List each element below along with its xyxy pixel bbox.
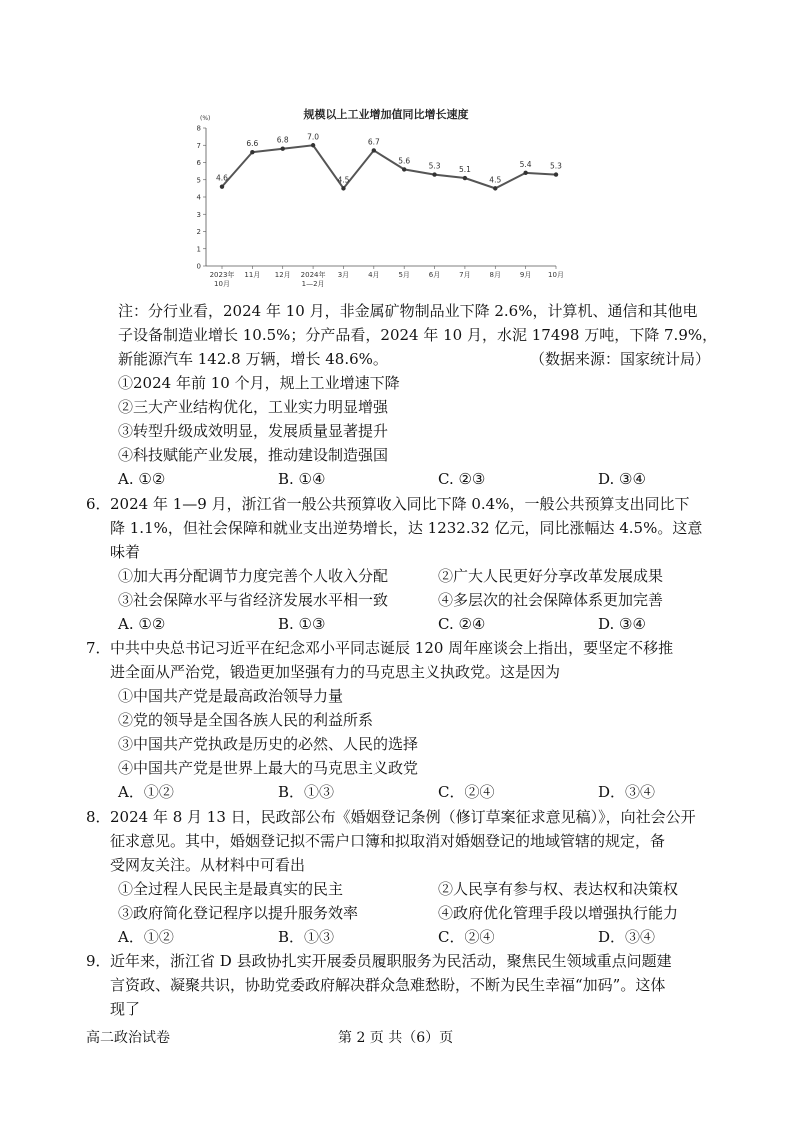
chart-data-point (341, 186, 345, 190)
q7-number: 7． (86, 639, 111, 657)
q8-option-1: ①全过程人民民主是最真实的民主 (118, 880, 344, 898)
q6-choice-a[interactable]: A. ①② (118, 615, 166, 633)
q5-option-4: ④科技赋能产业发展，推动建设制造强国 (118, 446, 389, 464)
q9-stem-line-3: 现了 (110, 1000, 141, 1018)
chart-data-point (523, 171, 527, 175)
q7-stem-line-1 (86, 636, 712, 660)
chart-x-tick-label: 12月 (274, 271, 291, 279)
q9-stem-line-2: 言资政、凝聚共识，协助党委政府解决群众急难愁盼，不断为民生幸福“加码”。这体 (110, 976, 666, 994)
q7-choice-a[interactable]: A．①② (118, 783, 174, 801)
note-line-3 (118, 347, 718, 371)
q8-option-3: ③政府简化登记程序以提升服务效率 (118, 904, 359, 922)
chart-data-point (463, 176, 467, 180)
q7-option-2: ②党的领导是全国各族人民的利益所系 (118, 711, 374, 729)
chart-data-label: 5.1 (458, 165, 471, 175)
chart-x-tick-label: 10月 (548, 271, 564, 279)
q8-stem-line-2: 征求意见。其中，婚姻登记拟不需户口簿和拟取消对婚姻登记的地域管辖的规定，备 (110, 832, 666, 850)
q6-stem-line-1 (86, 492, 712, 516)
q8-choice-d[interactable]: D．③④ (598, 928, 656, 946)
chart-y-tick-label: 2 (196, 228, 201, 236)
q7-choice-d[interactable]: D．③④ (598, 783, 656, 801)
chart-x-tick-label: 4月 (368, 271, 380, 279)
q5-choice-b[interactable]: B. ①④ (278, 470, 326, 488)
chart-data-label: 6.8 (276, 135, 289, 145)
chart-x-tick-label: 10月 (214, 280, 230, 288)
q5-option-3: ③转型升级成效明显，发展质量显著提升 (118, 422, 389, 440)
chart-x-tick-label: 3月 (337, 271, 350, 279)
q8-number: 8． (86, 808, 111, 826)
q7-choices (118, 780, 718, 804)
chart-x-tick-label: 11月 (244, 271, 261, 279)
chart-y-tick-label: 4 (196, 193, 201, 202)
chart-data-point (281, 147, 285, 151)
chart-y-tick-label: 7 (196, 141, 201, 150)
chart-data-label: 7.0 (307, 132, 320, 142)
q7-option-3: ③中国共产党执政是历史的必然、人民的选择 (118, 735, 419, 753)
q7-choice-c[interactable]: C．②④ (438, 783, 495, 801)
q5-choice-d[interactable]: D. ③④ (598, 470, 646, 488)
q6-options-row-2 (118, 588, 718, 612)
chart-y-tick-label: 5 (196, 176, 201, 185)
q8-choice-b[interactable]: B．①③ (278, 928, 335, 946)
chart-data-point (311, 143, 315, 147)
q8-options-row-2 (118, 901, 718, 925)
q6-option-3: ③社会保障水平与省经济发展水平相一致 (118, 591, 389, 609)
chart-data-label: 6.6 (246, 139, 259, 149)
chart-y-tick-label: 1 (196, 245, 201, 254)
chart-data-point (493, 186, 497, 190)
chart-data-label: 4.6 (216, 173, 228, 183)
q6-stem-text-1: 2024 年 1—9 月，浙江省一般公共预算收入同比下降 0.4%，一般公共预算支出同比下 (110, 495, 690, 513)
q6-number: 6． (86, 495, 111, 513)
q6-option-1: ①加大再分配调节力度完善个人收入分配 (118, 567, 389, 585)
chart-data-label: 6.7 (367, 137, 380, 147)
chart-y-tick-label: 0 (196, 262, 201, 271)
q5-option-1: ①2024 年前 10 个月，规上工业增速下降 (118, 374, 400, 392)
q6-option-2: ②广大人民更好分享改革发展成果 (438, 567, 664, 585)
q8-stem-line-3: 受网友关注。从材料中可看出 (110, 856, 306, 874)
chart-data-point (432, 172, 436, 176)
q8-choice-a[interactable]: A．①② (118, 928, 174, 946)
chart-y-tick-label: 6 (196, 159, 201, 167)
chart-data-label: 5.6 (398, 156, 411, 166)
chart-x-tick-label: 5月 (398, 271, 410, 279)
q9-stem-line-1 (86, 949, 712, 973)
chart-data-point (250, 150, 254, 154)
q7-choice-b[interactable]: B．①③ (278, 783, 335, 801)
chart-x-tick-label: 2024年 (300, 271, 326, 279)
chart-x-tick-label: 1—2月 (301, 280, 325, 288)
chart-svg (186, 98, 562, 298)
chart-data-label: 4.5 (337, 175, 350, 185)
footer-page-number: 第 2 页 共（6）页 (338, 1030, 454, 1046)
chart-data-label: 4.5 (489, 175, 502, 185)
note-line-2: 子设备制造业增长 10.5%；分产品看，2024 年 10 月，水泥 17498 万吨，下降 7.9%， (118, 326, 718, 344)
q6-stem-line-2: 降 1.1%，但社会保障和就业支出逆势增长，达 1232.32 亿元，同比涨幅达 4.5%。这意 (110, 519, 703, 537)
chart-y-tick-label: 8 (196, 124, 201, 133)
note-line-1: 注：分行业看，2024 年 10 月，非金属矿物制品业下降 2.6%，计算机、通信和其他电 (118, 302, 698, 320)
q8-choices (118, 925, 718, 949)
chart-x-tick-label: 7月 (459, 271, 471, 279)
chart-x-tick-label: 6月 (428, 271, 441, 279)
q6-option-4: ④多层次的社会保障体系更加完善 (438, 591, 664, 609)
footer-exam-title: 高二政治试卷 (86, 1030, 170, 1046)
q6-options-row-1 (118, 564, 718, 588)
data-source: （数据来源：国家统计局） (530, 350, 711, 368)
q5-choices (118, 467, 718, 491)
q5-option-2: ②三大产业结构优化，工业实力明显增强 (118, 398, 389, 416)
q6-choice-d[interactable]: D. ③④ (598, 615, 646, 633)
q8-stem-line-1 (86, 805, 712, 829)
q7-stem-line-2: 进全面从严治党，锻造更加坚强有力的马克思主义执政党。这是因为 (110, 663, 561, 681)
chart-data-label: 5.3 (428, 161, 441, 171)
q5-choice-c[interactable]: C. ②③ (438, 470, 486, 488)
chart-data-point (220, 184, 224, 188)
q7-stem-text-1: 中共中央总书记习近平在纪念邓小平同志诞辰 120 周年座谈会上指出，要坚定不移推 (110, 639, 674, 657)
chart-x-tick-label: 9月 (519, 271, 532, 279)
q8-choice-c[interactable]: C．②④ (438, 928, 495, 946)
industrial-growth-chart (186, 98, 562, 298)
chart-data-point (402, 167, 406, 171)
chart-data-point (372, 148, 376, 152)
chart-series-line (222, 145, 556, 188)
chart-y-tick-label: 3 (196, 210, 201, 219)
q8-option-2: ②人民享有参与权、表达权和决策权 (438, 880, 679, 898)
q9-stem-text-1: 近年来，浙江省 D 县政协扎实开展委员履职服务为民活动，聚焦民生领域重点问题建 (110, 952, 672, 970)
note-line-3-text: 新能源汽车 142.8 万辆，增长 48.6%。 (118, 350, 388, 368)
q8-stem-text-1: 2024 年 8 月 13 日，民政部公布《婚姻登记条例（修订草案征求意见稿）》，向社会公开 (110, 808, 696, 826)
q5-choice-a[interactable]: A. ①② (118, 470, 166, 488)
q6-choices (118, 612, 718, 636)
q7-option-1: ①中国共产党是最高政治领导力量 (118, 687, 344, 705)
q9-number: 9． (86, 952, 111, 970)
chart-x-tick-label: 8月 (489, 271, 502, 279)
chart-data-label: 5.3 (550, 161, 562, 171)
chart-data-label: 5.4 (519, 159, 532, 169)
chart-data-point (554, 172, 558, 176)
q6-stem-line-3: 味着 (110, 543, 141, 561)
q8-option-4: ④政府优化管理手段以增强执行能力 (438, 904, 679, 922)
q6-choice-c[interactable]: C. ②④ (438, 615, 486, 633)
chart-x-tick-label: 2023年 (209, 271, 235, 279)
q8-options-row-1 (118, 877, 718, 901)
q6-choice-b[interactable]: B. ①③ (278, 615, 326, 633)
chart-title: 规模以上工业增加值同比增长速度 (303, 108, 469, 121)
q7-option-4: ④中国共产党是世界上最大的马克思主义政党 (118, 759, 419, 777)
chart-y-unit: (%) (200, 115, 211, 122)
